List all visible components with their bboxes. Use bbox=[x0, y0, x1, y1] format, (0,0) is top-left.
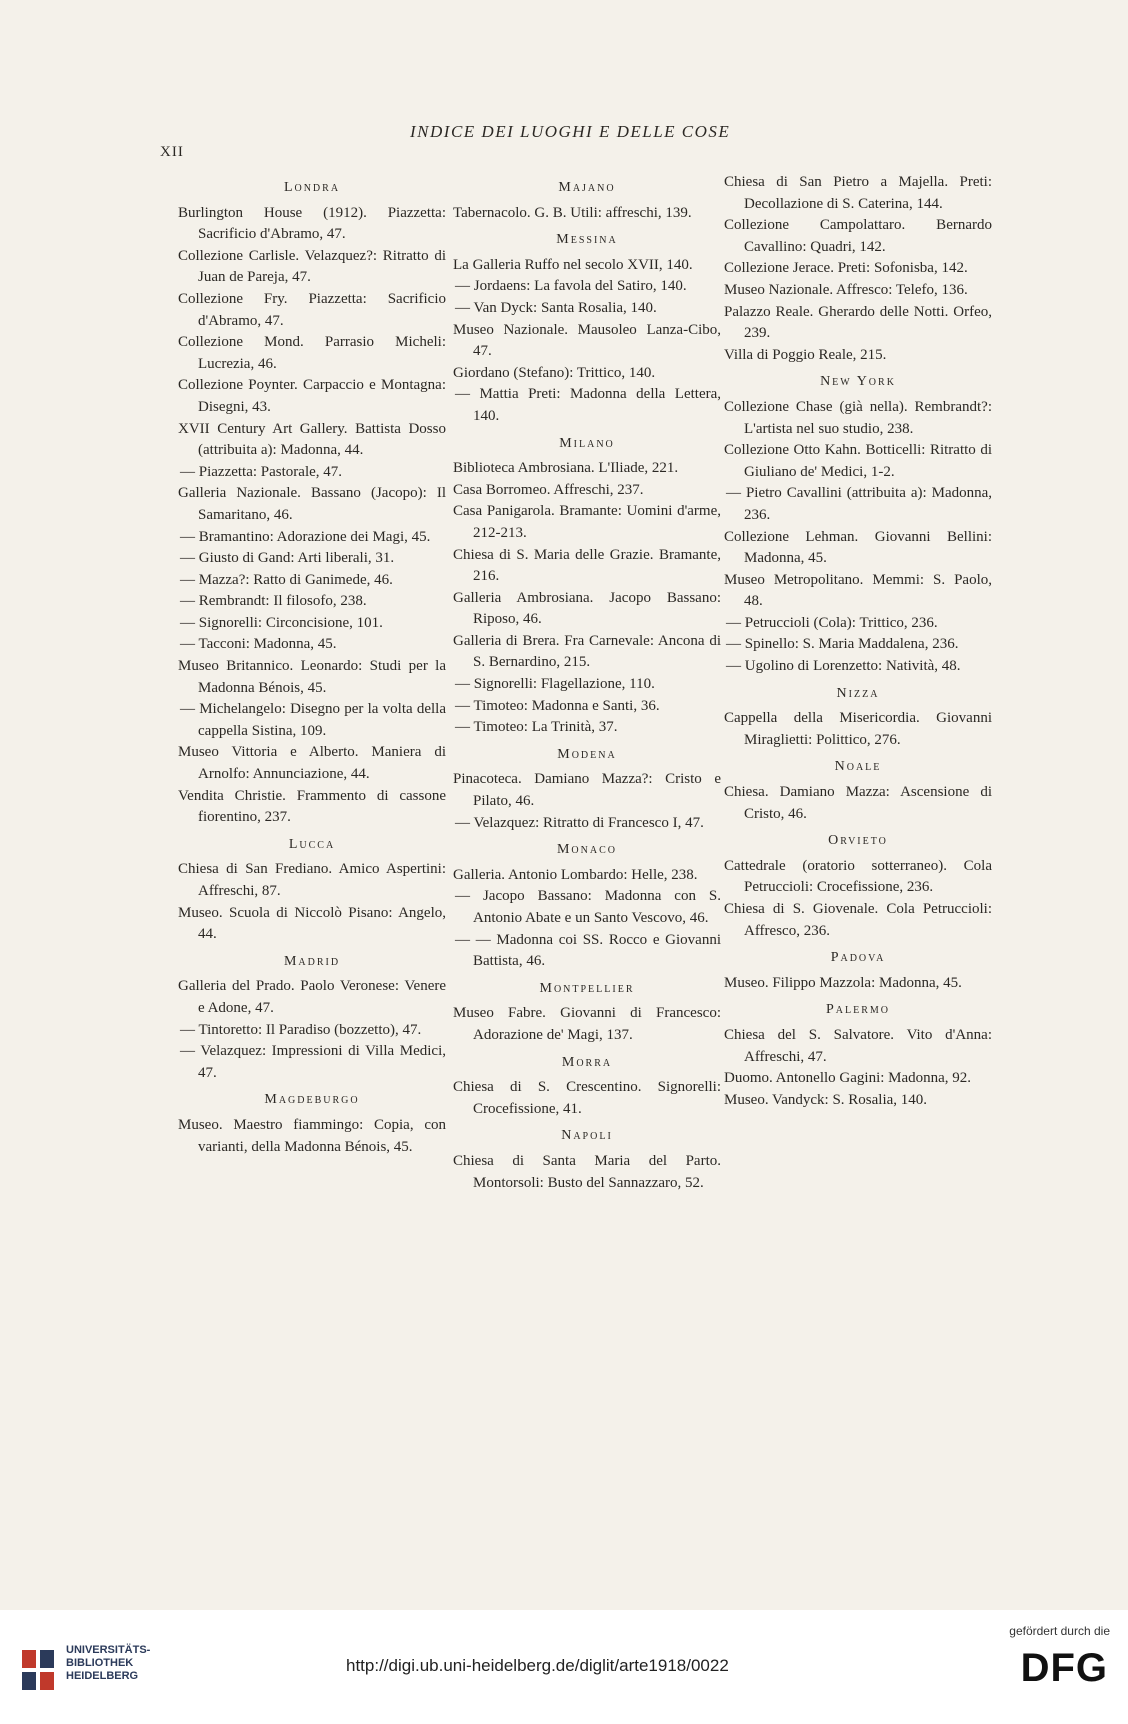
index-entry: Museo. Filippo Mazzola: Madonna, 45. bbox=[724, 974, 962, 991]
index-entry: Galleria Ambrosiana. Jacopo Bassano: Riposo, 46. bbox=[453, 589, 721, 628]
index-entry: Museo Nazionale. Mausoleo Lanza-Cibo, 47. bbox=[453, 321, 721, 360]
index-entry: Collezione Carlisle. Velazquez?: Ritratto di Juan de Pareja, 47. bbox=[178, 247, 446, 286]
index-entry: — Petruccioli (Cola): Trittico, 236. bbox=[724, 613, 992, 635]
index-entry: Palazzo Reale. Gherardo delle Notti. Orfeo, 239. bbox=[724, 303, 992, 342]
place-heading: Morra bbox=[561, 1054, 613, 1070]
index-entry: Villa di Poggio Reale, 215. bbox=[724, 346, 887, 363]
place-heading: Londra bbox=[283, 180, 341, 195]
place-heading: Messina bbox=[556, 232, 618, 248]
index-entry: Museo. Scuola di Niccolò Pisano: Angelo, 44. bbox=[178, 904, 446, 943]
index-entry: — Giusto di Gand: Arti liberali, 31. bbox=[178, 548, 446, 570]
dfg-logo: DFG bbox=[1020, 1646, 1108, 1690]
index-entry: Tabernacolo. G. B. Utili: affreschi, 139. bbox=[453, 204, 692, 221]
university-library-logo-icon bbox=[20, 1646, 58, 1692]
index-entry: — Jordaens: La favola del Satiro, 140. bbox=[453, 276, 721, 298]
index-entry: Galleria Nazionale. Bassano (Jacopo): Il Samaritano, 46. bbox=[178, 485, 446, 523]
index-entry: Duomo. Antonello Gagini: Madonna, 92. bbox=[724, 1070, 972, 1087]
index-entry: Collezione Mond. Parrasio Micheli: Lucrezia, 46. bbox=[178, 334, 446, 372]
index-entry: Collezione Chase (già nella). Rembrandt?: L'artista nel suo studio, 238. bbox=[724, 398, 992, 437]
index-entry: — Piazzetta: Pastorale, 47. bbox=[178, 462, 446, 484]
index-entry: Collezione Campolattaro. Bernardo Cavallino: Quadri, 142. bbox=[724, 217, 992, 255]
place-heading: New York bbox=[820, 374, 896, 390]
library-name-line: HEIDELBERG bbox=[66, 1670, 139, 1682]
index-entry: — Rembrandt: Il filosofo, 238. bbox=[178, 591, 446, 613]
index-entry: — Velazquez: Impressioni di Villa Medici, 47. bbox=[178, 1041, 446, 1084]
place-heading: Napoli bbox=[561, 1128, 613, 1144]
index-entry: Chiesa di San Frediano. Amico Aspertini: Affreschi, 87. bbox=[178, 861, 446, 899]
index-entry: — Timoteo: La Trinità, 37. bbox=[453, 717, 721, 739]
index-entry: Giordano (Stefano): Trittico, 140. bbox=[453, 364, 656, 381]
index-entry: Cattedrale (oratorio sotterraneo). Cola Petruccioli: Crocefissione, 236. bbox=[724, 857, 992, 896]
index-entry: Vendita Christie. Frammento di cassone fiorentino, 237. bbox=[178, 787, 446, 826]
index-entry: Galleria. Antonio Lombardo: Helle, 238. bbox=[453, 866, 698, 883]
index-entry: — Velazquez: Ritratto di Francesco I, 47. bbox=[453, 813, 721, 835]
index-entry: — Van Dyck: Santa Rosalia, 140. bbox=[453, 298, 721, 320]
index-entry: Collezione Poynter. Carpaccio e Montagna: Disegni, 43. bbox=[178, 377, 446, 415]
place-heading: Magdeburgo bbox=[264, 1092, 360, 1108]
index-entry: Museo Nazionale. Affresco: Telefo, 136. bbox=[724, 281, 968, 298]
index-entry: — Bramantino: Adorazione dei Magi, 45. bbox=[178, 527, 446, 549]
index-entry: — Michelangelo: Disegno per la volta della cappella Sistina, 109. bbox=[178, 699, 446, 742]
index-entry: Casa Panigarola. Bramante: Uomini d'arme, 212-213. bbox=[453, 503, 721, 541]
index-entry: — Ugolino di Lorenzetto: Natività, 48. bbox=[724, 656, 992, 678]
index-entry: Collezione Fry. Piazzetta: Sacrificio d'Abramo, 47. bbox=[178, 290, 446, 329]
index-column-3 bbox=[724, 172, 992, 1111]
index-entry: Chiesa di Santa Maria del Parto. Montorsoli: Busto del Sannazzaro, 52. bbox=[453, 1152, 721, 1191]
library-name-line: BIBLIOTHEK bbox=[66, 1657, 134, 1669]
index-entry: Collezione Jerace. Preti: Sofonisba, 142. bbox=[724, 260, 968, 277]
index-entry: Chiesa di San Pietro a Majella. Preti: Decollazione di S. Caterina, 144. bbox=[724, 174, 992, 212]
index-entry: Museo. Maestro fiammingo: Copia, con varianti, della Madonna Bénois, 45. bbox=[178, 1116, 446, 1155]
index-entry: Museo Metropolitano. Memmi: S. Paolo, 48. bbox=[724, 571, 992, 610]
place-heading: Milano bbox=[559, 435, 615, 451]
page-number: XII bbox=[160, 144, 184, 160]
index-entry: Collezione Lehman. Giovanni Bellini: Madonna, 45. bbox=[724, 528, 992, 567]
index-entry: Chiesa di S. Maria delle Grazie. Bramante, 216. bbox=[453, 546, 721, 585]
index-entry: — — Madonna coi SS. Rocco e Giovanni Battista, 46. bbox=[453, 930, 721, 973]
index-entry: Galleria di Brera. Fra Carnevale: Ancona di S. Bernardino, 215. bbox=[453, 632, 721, 671]
index-column-2 bbox=[453, 172, 721, 1194]
index-entry: Chiesa di S. Crescentino. Signorelli: Crocefissione, 41. bbox=[453, 1079, 721, 1117]
index-column-1 bbox=[178, 172, 446, 1158]
place-heading: Palermo bbox=[825, 1002, 890, 1018]
index-entry: — Signorelli: Circoncisione, 101. bbox=[178, 613, 446, 635]
place-heading: Padova bbox=[830, 950, 886, 966]
index-entry: — Spinello: S. Maria Maddalena, 236. bbox=[724, 634, 992, 656]
index-entry: Museo Britannico. Leonardo: Studi per la Madonna Bénois, 45. bbox=[178, 658, 446, 696]
index-entry: Museo. Vandyck: S. Rosalia, 140. bbox=[724, 1091, 928, 1108]
place-heading: Monaco bbox=[556, 842, 617, 858]
place-heading: Majano bbox=[558, 180, 616, 195]
index-entry: — Tintoretto: Il Paradiso (bozzetto), 47. bbox=[178, 1020, 446, 1042]
place-heading: Montpellier bbox=[539, 980, 635, 996]
index-entry: — Signorelli: Flagellazione, 110. bbox=[453, 674, 721, 696]
index-entry: Chiesa del S. Salvatore. Vito d'Anna: Affreschi, 47. bbox=[724, 1026, 992, 1065]
index-entry: XVII Century Art Gallery. Battista Dosso (attribuita a): Madonna, 44. bbox=[178, 420, 446, 459]
place-heading: Orvieto bbox=[828, 833, 888, 849]
index-entry: — Mattia Preti: Madonna della Lettera, 140. bbox=[453, 384, 721, 427]
place-heading: Madrid bbox=[283, 953, 341, 969]
index-entry: Biblioteca Ambrosiana. L'Iliade, 221. bbox=[453, 460, 679, 477]
place-heading: Nizza bbox=[836, 685, 880, 701]
index-entry: La Galleria Ruffo nel secolo XVII, 140. bbox=[453, 256, 693, 273]
index-entry: — Pietro Cavallini (attribuita a): Madonna, 236. bbox=[724, 483, 992, 526]
index-entry: Burlington House (1912). Piazzetta: Sacrificio d'Abramo, 47. bbox=[178, 204, 446, 243]
place-heading: Modena bbox=[557, 746, 617, 762]
index-entry: Casa Borromeo. Affreschi, 237. bbox=[453, 481, 644, 498]
footer-bar bbox=[0, 1610, 1128, 1724]
library-name bbox=[66, 1644, 150, 1683]
funded-by-label: gefördert durch die bbox=[1009, 1624, 1110, 1638]
place-heading: Noale bbox=[834, 759, 882, 775]
index-entry: Museo Fabre. Giovanni di Francesco: Adorazione de' Magi, 137. bbox=[453, 1005, 721, 1043]
index-entry: — Jacopo Bassano: Madonna con S. Antonio Abate e un Santo Vescovo, 46. bbox=[453, 886, 721, 929]
index-entry: — Tacconi: Madonna, 45. bbox=[178, 634, 446, 656]
library-name-line: UNIVERSITÄTS- bbox=[66, 1644, 151, 1656]
running-title: INDICE DEI LUOGHI E DELLE COSE bbox=[410, 122, 731, 141]
index-entry: — Mazza?: Ratto di Ganimede, 46. bbox=[178, 570, 446, 592]
index-entry: Galleria del Prado. Paolo Veronese: Venere e Adone, 47. bbox=[178, 978, 446, 1016]
source-url-link[interactable]: http://digi.ub.uni-heidelberg.de/diglit/arte1918/0022 bbox=[346, 1656, 729, 1675]
index-entry: Collezione Otto Kahn. Botticelli: Ritratto di Giuliano de' Medici, 1-2. bbox=[724, 442, 992, 480]
index-entry: Chiesa. Damiano Mazza: Ascensione di Cristo, 46. bbox=[724, 784, 992, 822]
index-entry: Pinacoteca. Damiano Mazza?: Cristo e Pilato, 46. bbox=[453, 771, 721, 810]
index-entry: Museo Vittoria e Alberto. Maniera di Arnolfo: Annunciazione, 44. bbox=[178, 744, 446, 783]
index-entry: Chiesa di S. Giovenale. Cola Petruccioli: Affresco, 236. bbox=[724, 901, 992, 939]
index-entry: — Timoteo: Madonna e Santi, 36. bbox=[453, 696, 721, 718]
index-entry: Cappella della Misericordia. Giovanni Miraglietti: Polittico, 276. bbox=[724, 710, 992, 748]
place-heading: Lucca bbox=[288, 836, 336, 852]
